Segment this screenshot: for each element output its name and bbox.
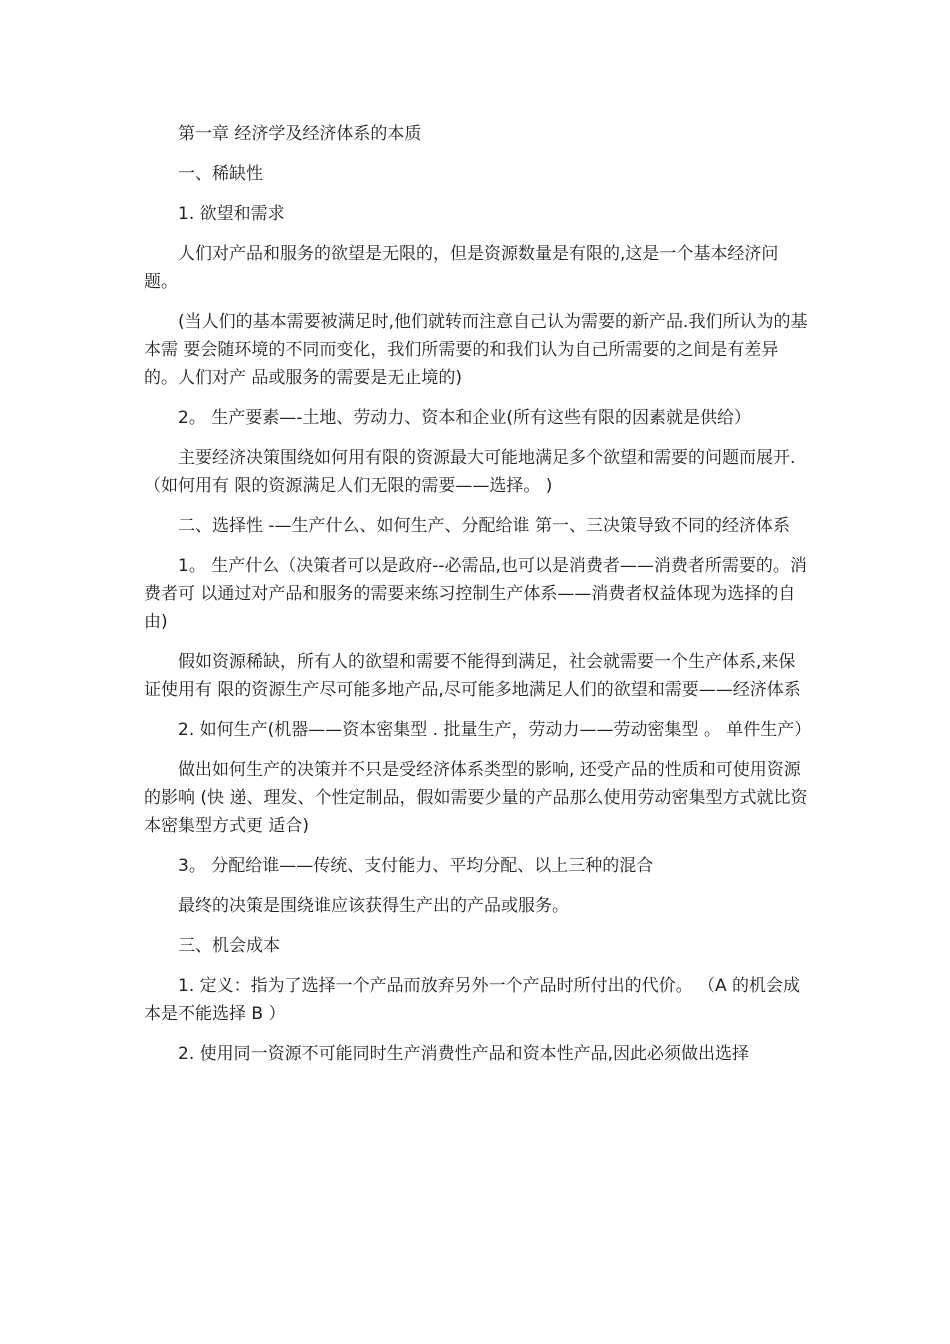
paragraph: 做出如何生产的决策并不只是受经济体系类型的影响, 还受产品的性质和可使用资源的影响 (快 递、理发、个性定制品，假如需要少量的产品那么使用劳动密集型方式就比资本密集型方式更 适合) <box>144 760 808 836</box>
paragraph: 主要经济决策围绕如何用有限的资源最大可能地满足多个欲望和需要的问题而展开. （如何用有 限的资源满足人们无限的需要——选择。 ) <box>144 448 796 496</box>
section-heading-opportunity-cost: 三、机会成本 <box>178 936 280 956</box>
paragraph: 最终的决策是围绕谁应该获得生产出的产品或服务。 <box>178 896 569 916</box>
paragraph: 人们对产品和服务的欲望是无限的，但是资源数量是有限的,这是一个基本经济问题。 <box>144 244 779 292</box>
chapter-title: 第一章 经济学及经济体系的本质 <box>178 124 422 144</box>
paragraph: 2。 生产要素—-土地、劳动力、资本和企业(所有这些有限的因素就是供给） <box>178 408 751 428</box>
paragraph: 1。 生产什么（决策者可以是政府--必需品,也可以是消费者——消费者所需要的。消费者可 以通过对产品和服务的需要来练习控制生产体系——消费者权益体现为选择的自由) <box>144 556 807 632</box>
subheading-wants-needs: 1. 欲望和需求 <box>178 204 285 224</box>
paragraph: 2. 使用同一资源不可能同时生产消费性产品和资本性产品,因此必须做出选择 <box>178 1044 750 1064</box>
section-heading-choice: 二、选择性 -—生产什么、如何生产、分配给谁 第一、三决策导致不同的经济体系 <box>178 516 790 536</box>
paragraph: 1. 定义：指为了选择一个产品而放弃另外一个产品时所付出的代价。 （A 的机会成本是不能选择 B ） <box>144 976 801 1024</box>
paragraph: 假如资源稀缺，所有人的欲望和需要不能得到满足，社会就需要一个生产体系,来保证使用有 限的资源生产尽可能多地产品,尽可能多地满足人们的欲望和需要——经济体系 <box>144 652 801 700</box>
paragraph: 3。 分配给谁——传统、支付能力、平均分配、以上三种的混合 <box>178 856 654 876</box>
paragraph: 2. 如何生产(机器——资本密集型 . 批量生产，劳动力——劳动密集型 。 单件生产） <box>178 720 812 740</box>
paragraph: (当人们的基本需要被满足时,他们就转而注意自己认为需要的新产品.我们所认为的基本需 要会随环境的不同而变化，我们所需要的和我们认为自己所需要的之间是有差异的。人们对产 品或服务的需要是无止境的) <box>144 312 808 388</box>
document-body <box>144 120 812 1080</box>
section-heading-scarcity: 一、稀缺性 <box>178 164 263 184</box>
